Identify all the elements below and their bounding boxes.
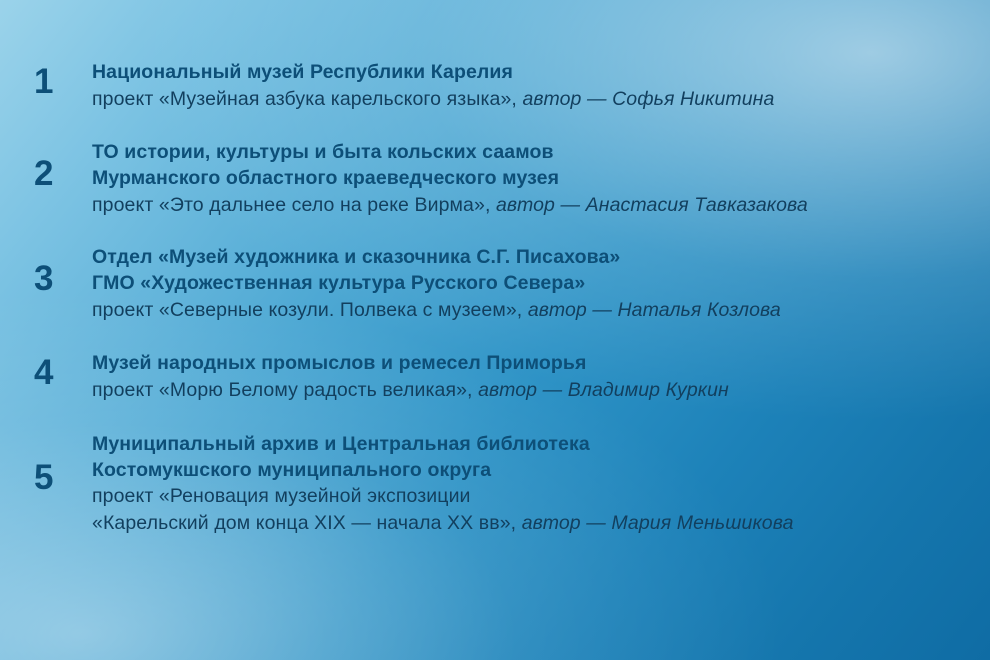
item-body: [92, 138, 970, 218]
item-body: [92, 243, 970, 323]
organization-line: Муниципальный архив и Центральная библиотека: [92, 432, 590, 455]
project-text: проект «Это дальнее село на реке Вирма»,: [92, 194, 496, 217]
item-number: 2: [34, 154, 54, 194]
project-author: автор — Анастасия Тавказакова: [495, 194, 808, 217]
item-number: 1: [34, 62, 54, 101]
project-text: проект «Морю Белому радость великая»,: [92, 379, 479, 402]
item-number: 4: [34, 353, 54, 393]
project-author: автор — Владимир Куркин: [478, 379, 729, 402]
list-item: [34, 138, 970, 218]
organization-line: Мурманского областного краеведческого музея: [92, 167, 560, 190]
project-line: [92, 86, 970, 113]
organization-line: Костомукшского муниципального округа: [92, 458, 492, 481]
project-line: [92, 297, 970, 324]
project-text: «Карельский дом конца XIX — начала XX вв»,: [92, 511, 522, 534]
organization-line: Отдел «Музей художника и сказочника С.Г. Писахова»: [92, 245, 621, 268]
item-body: [92, 349, 970, 403]
project-author: автор — Софья Никитина: [522, 87, 775, 110]
list-item: [34, 430, 970, 537]
list-item: [34, 349, 970, 403]
item-number: 5: [34, 457, 54, 497]
nominee-list: [0, 58, 990, 536]
project-text: проект «Музейная азбука карельского языка»,: [92, 87, 523, 110]
organization-line: Национальный музей Республики Карелия: [92, 61, 513, 83]
item-body: [92, 430, 970, 537]
organization-line: ГМО «Художественная культура Русского Севера»: [92, 271, 586, 294]
organization-line: ТО истории, культуры и быта кольских саамов: [92, 141, 554, 164]
project-line: [92, 377, 970, 404]
project-author: автор — Наталья Козлова: [527, 298, 781, 321]
project-text: проект «Реновация музейной экспозиции: [92, 485, 471, 508]
project-text: проект «Северные козули. Полвека с музеем»,: [92, 298, 528, 321]
list-item: [34, 243, 970, 323]
item-number: 3: [34, 258, 54, 298]
list-item: [34, 58, 970, 112]
project-line: [92, 483, 970, 510]
item-body: [92, 58, 970, 112]
organization-line: Музей народных промыслов и ремесел Приморья: [92, 352, 587, 375]
project-line: [92, 192, 970, 219]
project-author: автор — Мария Меньшикова: [521, 511, 794, 534]
project-line: [92, 510, 970, 537]
